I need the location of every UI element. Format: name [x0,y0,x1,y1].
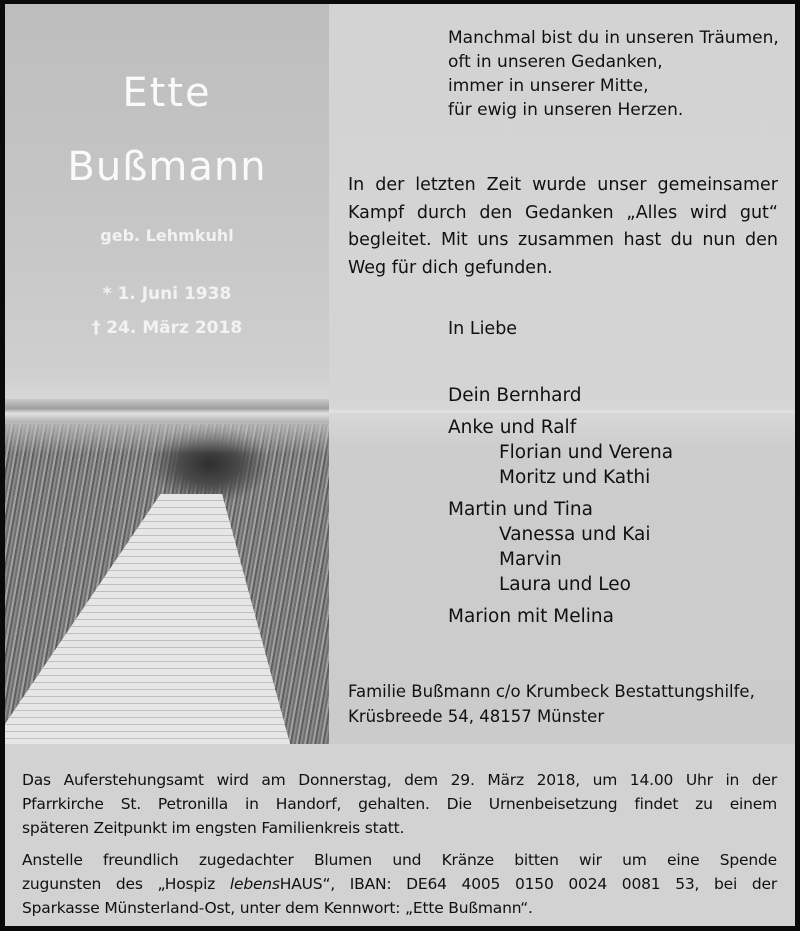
service-line: Pfarrkirche St. Petronilla in Handorf, gehalten. Die Urnenbeisetzung findet zu einem [22,795,777,813]
contact-address [348,679,755,729]
donation-line: Sparkasse Münsterland-Ost, unter dem Kennwort: „Ette Bußmann“. [22,899,533,917]
poem-line: für ewig in unseren Herzen. [448,100,684,120]
poem [448,26,779,122]
family-child: Vanessa und Kai [499,524,651,545]
last-name: Bußmann [67,144,267,190]
donation-line [22,872,777,896]
poem-line: Manchmal bist du in unseren Träumen, [448,28,779,48]
service-line: späteren Zeitpunkt im engsten Familienkreis statt. [22,819,405,837]
birth-date: * 1. Juni 1938 [102,284,232,304]
memorial-paragraph: In der letzten Zeit wurde unser gemeinsamer Kampf durch den Gedanken „Alles wird gut“ begleitet. Mit uns zusammen hast du nun den Weg für dich gefunden. [348,175,778,278]
service-info [22,768,777,840]
poem-line: oft in unseren Gedanken, [448,52,663,72]
family-head: Martin und Tina [448,499,593,520]
family-child: Marvin [499,549,562,570]
hospiz-name-italic: lebens [229,875,280,893]
maiden-name: geb. Lehmkuhl [100,226,234,245]
spouse: Dein Bernhard [448,385,582,406]
family-child: Florian und Verena [499,442,674,463]
family-child: Moritz und Kathi [499,467,651,488]
obituary-notice [5,4,795,926]
poem-line: immer in unserer Mitte, [448,76,649,96]
donation-text: zugunsten des „Hospiz [22,875,230,893]
grass-fade [5,424,329,454]
donation-line: Anstelle freundlich zugedachter Blumen und Kränze bitten wir um eine Spende [22,851,777,869]
family-child: Laura und Leo [499,574,631,595]
address-line: Krüsbreede 54, 48157 Münster [348,707,605,726]
donation-info [22,848,777,920]
family-head: Marion mit Melina [448,606,614,627]
donation-text: HAUS“, IBAN: DE64 4005 0150 0024 0081 53, bei der [279,875,777,893]
service-line: Das Auferstehungsamt wird am Donnerstag, dem 29. März 2018, um 14.00 Uhr in der [22,771,777,789]
death-date: † 24. März 2018 [91,318,243,338]
closing: In Liebe [448,319,518,339]
family-list [448,384,673,630]
family-head: Anke und Ralf [448,417,577,438]
first-name: Ette [122,70,212,116]
address-line: Familie Bußmann c/o Krumbeck Bestattungshilfe, [348,682,755,701]
